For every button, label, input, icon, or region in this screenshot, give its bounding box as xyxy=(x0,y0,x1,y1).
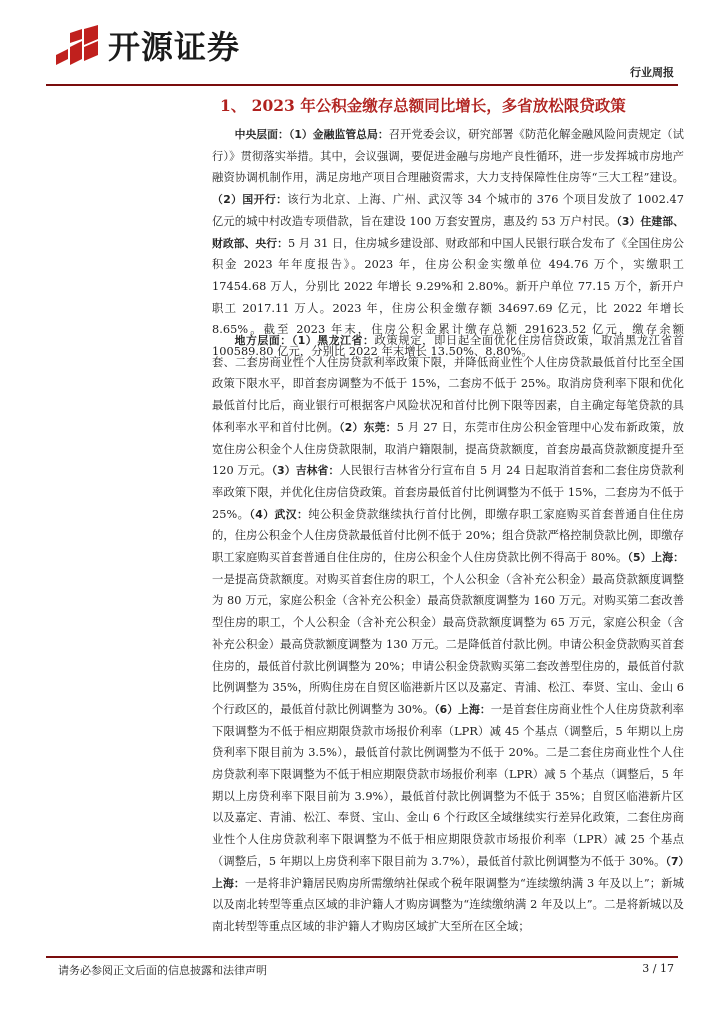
body-text-segment: 5 月 27 日，东莞市住房公积金管理中心发布新政策，放宽住房公积金个人住房贷款限制，取消户籍限制，提高贷款额度，首套房最高贷款额度提升至 120 万元。 xyxy=(212,420,684,478)
body-text-segment: 人民银行吉林省分行宣布自 5 月 24 日起取消首套和二套住房贷款利率政策下限，并优化住房信贷政策。首套房最低首付比例调整为不低于 15%，二套房为不低于 25%。 xyxy=(212,464,684,521)
bold-heading-segment: （3）住建部、财政部、央行： xyxy=(212,214,684,250)
bold-heading-segment: （7）上海： xyxy=(212,854,684,890)
body-text-segment: 一是首套住房商业性个人住房贷款利率下限调整为不低于相应期限贷款市场报价利率（LPR）减 45 个基点（调整后，5 年期以上房贷利率下限目前为 3.5%），最低首付款比例调整为不低于 20%。二是二套住房商业性个人住房贷款利率下限调整为不低于相应期限贷款市场报价利率（LPR）减 5 个基点（调整后，5 年期以上房贷利率下限目前为 3.9%），最低首付款比例调整为不低于 35%；自贸区临港新片区以及嘉定、青浦、松江、奉贤、宝山、金山 6 个行政区全域继续实行差异化政策，二套住房商业性个人住房贷款利率下限调整为不低于相应期限贷款市场报价利率（LPR）减 25 个基点（调整后，5 年期以上房贷利率下限目前为 3.7%），最低首付款比例调整为不低于 30%。 xyxy=(212,702,684,868)
logo-text: 开源证券 xyxy=(108,28,241,66)
bold-heading-segment: 中央层面：（1）金融监管总局： xyxy=(234,128,389,141)
bold-heading-segment: （5）上海： xyxy=(627,551,684,565)
bold-heading-segment: （3）吉林省： xyxy=(271,464,340,478)
bold-heading-segment: （6）上海： xyxy=(434,702,491,716)
footer-disclaimer: 请务必参阅正文后面的信息披露和法律声明 xyxy=(58,964,267,977)
body-text-segment: 一是将非沪籍居民购房所需缴纳社保或个税年限调整为“连续缴纳满 3 年及以上”；新城以及南北转型等重点区域的非沪籍人才购房调整为“连续缴纳满 2 年及以上”。二是将新城以及南北转型等重点区域的非沪籍人才购房区域扩大至所在区全域； xyxy=(212,876,684,933)
page-number: 3 / 17 xyxy=(642,962,674,975)
report-type-label: 行业周报 xyxy=(630,66,674,79)
company-logo xyxy=(54,22,240,68)
bold-heading-segment: 地方层面：（1）黑龙江省： xyxy=(234,334,375,347)
bold-heading-segment: （4）武汉： xyxy=(249,507,309,521)
logo-mark-icon xyxy=(54,25,100,65)
footer-divider xyxy=(46,956,678,958)
paragraph-central xyxy=(212,124,684,363)
header-divider xyxy=(46,84,678,86)
body-text-segment: 该行为北京、上海、广州、武汉等 34 个城市的 376 个项目发放了 1002.47 亿元的城中村改造专项借款，旨在建设 100 万套安置房，惠及约 53 万户村民。 xyxy=(212,193,684,228)
bold-heading-segment: （2）东莞： xyxy=(339,420,397,434)
body-text-segment: 纯公积金贷款继续执行首付比例，即缴存职工家庭购买首套普通自住住房的，住房公积金个人住房贷款最低首付比例不低于 20%；组合贷款严格控制贷款比例，即缴存职工家庭购买首套普通自住住房的，住房公积金个人住房贷款比例不得高于 80%。 xyxy=(212,507,684,565)
paragraph-local xyxy=(212,330,684,938)
body-text-segment: 一是提高贷款额度。对购买首套住房的职工，个人公积金（含补充公积金）最高贷款额度调整为 80 万元，家庭公积金（含补充公积金）最高贷款额度调整为 160 万元。对购买第二套改善型住房的职工，个人公积金（含补充公积金）最高贷款额度调整为 65 万元，家庭公积金（含补充公积金）最高贷款额度调整为 130 万元。二是降低首付款比例。申请公积金贷款购买首套住房的，最低首付款比例调整为 20%；申请公积金贷款购买第二套改善型住房的，最低首付款比例调整为 35%，所购住房在自贸区临港新片区以及嘉定、青浦、松江、奉贤、宝山、金山 6 个行政区的，最低首付款比例调整为 30%。 xyxy=(212,572,684,716)
bold-heading-segment: （2）国开行： xyxy=(212,193,288,207)
body-text-segment: 5 月 31 日，住房城乡建设部、财政部和中国人民银行联合发布了《全国住房公积金 2023 年年度报告》。2023 年，住房公积金实缴单位 494.76 万个，实缴职工 17454.68 万人，分别比 2022 年增长 9.29%和 2.80%。新开户单位 77.15 万个，新开户职工 2017.11 万人。2023 年，住房公积金缴存额 34697.69 亿元，比 2022 年增长 8.65%。截至 2023 年末，住房公积金累计缴存总额 291623.52 亿元，缴存余额 100589.80 亿元，分别比 2022 年末增长 13.50%、8.80%。 xyxy=(212,236,684,359)
section-title: 1、 2023 年公积金缴存总额同比增长，多省放松限贷政策 xyxy=(220,96,626,115)
body-text-segment: 政策规定，即日起全面优化住房信贷政策，取消黑龙江省首套、二套房商业性个人住房贷款利率政策下限，并降低商业性个人住房贷款最低首付比至全国政策下限水平，即首套房调整为不低于 15%，二套房不低于 25%。取消房贷利率下限和优化最低首付比后，商业银行可根据客户风险状况和首付比例下限等因素，自主确定每笔贷款的具体利率水平和首付比例。 xyxy=(212,334,684,434)
body-text-segment: 召开党委会议，研究部署《防范化解金融风险问责规定（试行）》贯彻落实举措。其中，会议强调，要促进金融与房地产良性循环，进一步发挥城市房地产融资协调机制作用，满足房地产项目合理融资需求，大力支持保障性住房等“三大工程”建设。 xyxy=(212,128,684,185)
